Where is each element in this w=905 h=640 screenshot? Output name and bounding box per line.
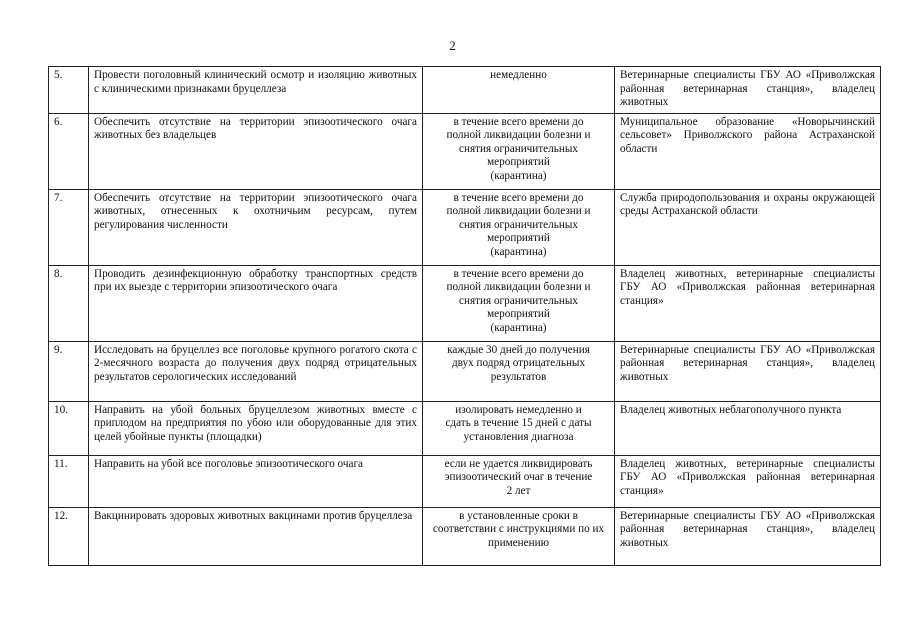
term-line: в течение всего времени до: [453, 115, 584, 128]
measure-term: [423, 189, 615, 265]
term-line: (карантина): [490, 245, 547, 258]
measure-term: [423, 455, 615, 507]
term-line: немедленно: [490, 69, 547, 81]
measure-text: Исследовать на бруцеллез все поголовье крупного рогатого скота с 2-месячного возраста до получения двух подряд отрицательных результатов серологических исследований: [89, 341, 423, 401]
measure-term: [423, 67, 615, 114]
table-row: [49, 401, 881, 455]
measure-text: Провести поголовный клинический осмотр и изоляцию животных с клиническими признаками бруцеллеза: [89, 67, 423, 114]
term-line: снятия ограничительных мероприятий: [459, 294, 578, 320]
table-row: [49, 455, 881, 507]
term-line: каждые 30 дней до получения: [447, 343, 590, 356]
table-row: [49, 189, 881, 265]
row-number: 9.: [49, 341, 89, 401]
row-number: 7.: [49, 189, 89, 265]
measure-term: [423, 507, 615, 565]
table-row: [49, 341, 881, 401]
responsible-party: Ветеринарные специалисты ГБУ АО «Приволжская районная ветеринарная станция», владелец животных: [615, 507, 881, 565]
table-row: [49, 265, 881, 341]
term-line: сдать в течение 15 дней с даты: [445, 417, 592, 429]
term-line: снятия ограничительных мероприятий: [459, 218, 578, 244]
term-line: в течение всего времени до: [453, 191, 584, 204]
term-line: (карантина): [490, 321, 547, 334]
term-line: двух подряд отрицательных результатов: [451, 357, 586, 383]
term-line: эпизоотический очаг в течение: [444, 471, 593, 483]
term-line: установления диагноза: [463, 430, 574, 443]
row-number: 5.: [49, 67, 89, 114]
responsible-party: Служба природопользования и охраны окружающей среды Астраханской области: [615, 189, 881, 265]
responsible-party: Ветеринарные специалисты ГБУ АО «Приволжская районная ветеринарная станция», владелец животных: [615, 341, 881, 401]
responsible-party: Владелец животных, ветеринарные специалисты ГБУ АО «Приволжская районная ветеринарная станция»: [615, 455, 881, 507]
measures-table-body: [49, 67, 881, 566]
measure-text: Обеспечить отсутствие на территории эпизоотического очага животных без владельцев: [89, 113, 423, 189]
term-line: полной ликвидации болезни и: [446, 205, 591, 217]
responsible-party: Владелец животных неблагополучного пункта: [615, 401, 881, 455]
row-number: 8.: [49, 265, 89, 341]
measure-term: [423, 113, 615, 189]
measure-term: [423, 265, 615, 341]
measure-text: Вакцинировать здоровых животных вакцинами против бруцеллеза: [89, 507, 423, 565]
term-line: изолировать немедленно и: [455, 403, 582, 416]
responsible-party: Владелец животных, ветеринарные специалисты ГБУ АО «Приволжская районная ветеринарная станция»: [615, 265, 881, 341]
term-line: полной ликвидации болезни и: [446, 129, 591, 141]
row-number: 6.: [49, 113, 89, 189]
table-row: [49, 507, 881, 565]
measure-text: Направить на убой все поголовье эпизоотического очага: [89, 455, 423, 507]
term-line: полной ликвидации болезни и: [446, 281, 591, 293]
term-line: в течение всего времени до: [453, 267, 584, 280]
row-number: 12.: [49, 507, 89, 565]
measure-text: Проводить дезинфекционную обработку транспортных средств при их выезде с территории эпизоотического очага: [89, 265, 423, 341]
measures-table: [48, 66, 881, 566]
responsible-party: Муниципальное образование «Новорычинский сельсовет» Приволжского района Астраханской области: [615, 113, 881, 189]
term-line: 2 лет: [506, 484, 531, 497]
term-line: в установленные сроки в соответствии с инструкциями по их: [432, 509, 605, 535]
term-line: если не удается ликвидировать: [444, 457, 593, 470]
measure-text: Направить на убой больных бруцеллезом животных вместе с приплодом на предприятия по убою или оборудованные для этих целей убойные пункты (площадки): [89, 401, 423, 455]
term-line: (карантина): [490, 169, 547, 182]
row-number: 10.: [49, 401, 89, 455]
term-line: снятия ограничительных мероприятий: [459, 142, 578, 168]
measure-term: [423, 341, 615, 401]
term-line: применению: [488, 536, 549, 549]
table-row: [49, 113, 881, 189]
table-row: [49, 67, 881, 114]
measure-text: Обеспечить отсутствие на территории эпизоотического очага животных, отнесенных к охотничьим ресурсам, путем регулирования численности: [89, 189, 423, 265]
responsible-party: Ветеринарные специалисты ГБУ АО «Приволжская районная ветеринарная станция», владелец животных: [615, 67, 881, 114]
page-number: 2: [449, 38, 456, 53]
row-number: 11.: [49, 455, 89, 507]
measure-term: [423, 401, 615, 455]
